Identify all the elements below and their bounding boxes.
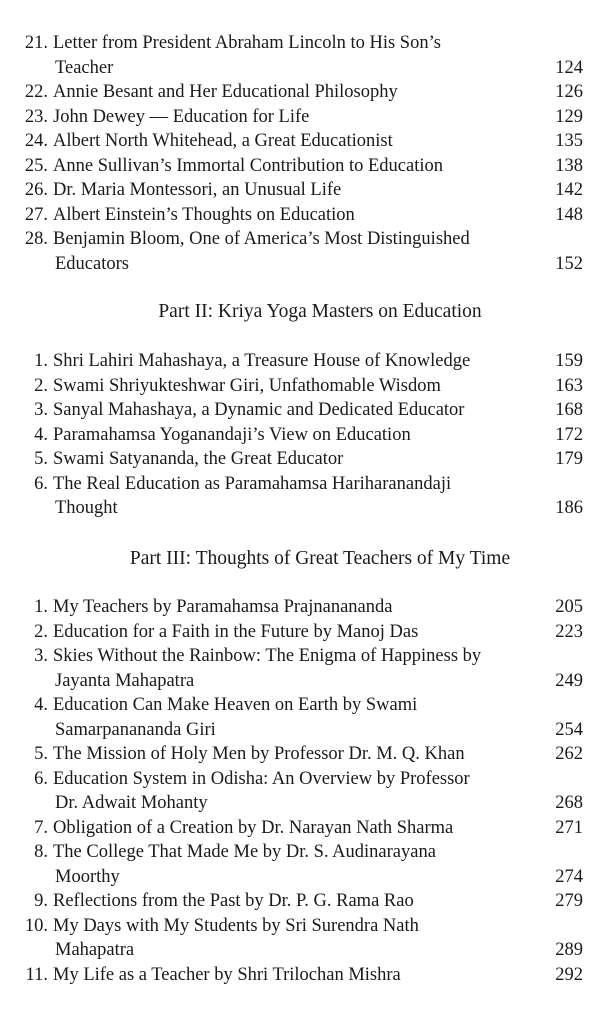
- entry-number: 6.: [34, 768, 48, 789]
- entry-number: 5.: [34, 744, 48, 764]
- toc-entry: [0, 620, 600, 645]
- toc-entry: [0, 129, 600, 154]
- entry-page-number: 152: [555, 253, 583, 274]
- entry-page-number: 271: [555, 817, 583, 838]
- entry-page-number: 126: [555, 82, 583, 102]
- toc-entry: [0, 398, 600, 423]
- entry-title: My Life as a Teacher by Shri Trilochan Mishra: [53, 964, 401, 985]
- entry-page-number: 268: [555, 793, 583, 813]
- entry-number: 27.: [24, 204, 48, 225]
- entry-page-number: 142: [555, 180, 583, 200]
- toc-entry: [0, 31, 600, 80]
- entry-title: Thought: [55, 498, 118, 518]
- entry-page-number: 249: [555, 670, 583, 691]
- entry-title: Skies Without the Rainbow: The Enigma of Happiness by: [53, 646, 482, 666]
- toc-entry: [0, 80, 600, 105]
- toc-entry: [0, 840, 600, 889]
- entry-title: Dr. Adwait Mohanty: [55, 793, 208, 813]
- entry-title: Obligation of a Creation by Dr. Narayan Nath Sharma: [53, 817, 454, 838]
- entry-title: The Mission of Holy Men by Professor Dr. M. Q. Khan: [53, 744, 465, 764]
- toc-entry: [0, 178, 600, 203]
- entry-title: Samarpanananda Giri: [55, 719, 216, 740]
- entry-page-number: 223: [555, 621, 583, 642]
- entry-number: 28.: [24, 229, 48, 249]
- entry-title: Sanyal Mahashaya, a Dynamic and Dedicated Educator: [53, 400, 465, 420]
- entry-number: 11.: [25, 964, 48, 985]
- entry-page-number: 279: [555, 891, 583, 911]
- entry-number: 3.: [34, 400, 48, 420]
- toc-entry: [0, 154, 600, 179]
- entry-page-number: 148: [555, 204, 583, 225]
- toc-entry: [0, 914, 600, 963]
- entry-title: Swami Satyananda, the Great Educator: [53, 449, 344, 469]
- entry-number: 22.: [24, 82, 48, 102]
- entry-page-number: 129: [555, 106, 583, 127]
- entry-page-number: 163: [555, 375, 583, 396]
- entry-title: Benjamin Bloom, One of America’s Most Distinguished: [53, 229, 470, 249]
- part2-heading: Part II: Kriya Yoga Masters on Education: [158, 301, 482, 322]
- entry-page-number: 274: [555, 866, 583, 887]
- entry-page-number: 172: [555, 424, 583, 445]
- entry-title: Educators: [55, 253, 129, 274]
- toc-entry: [0, 374, 600, 399]
- entry-title: Shri Lahiri Mahashaya, a Treasure House of Knowledge: [53, 351, 471, 371]
- entry-title: Moorthy: [55, 866, 120, 887]
- entry-title: My Days with My Students by Sri Surendra Nath: [53, 915, 419, 936]
- entry-number: 26.: [24, 180, 48, 200]
- entry-number: 4.: [34, 424, 48, 445]
- entry-page-number: 124: [555, 57, 583, 78]
- entry-title: Education System in Odisha: An Overview by Professor: [53, 768, 470, 789]
- entry-page-number: 186: [555, 498, 583, 518]
- entry-number: 10.: [24, 915, 48, 936]
- toc-entry: [0, 767, 600, 816]
- entry-title: Teacher: [55, 57, 114, 78]
- entry-page-number: 138: [555, 155, 583, 176]
- toc-entry: [0, 816, 600, 841]
- toc-entry: [0, 595, 600, 620]
- part3-heading: Part III: Thoughts of Great Teachers of My Time: [129, 548, 511, 569]
- entry-number: 2.: [34, 621, 48, 642]
- entry-title: Letter from President Abraham Lincoln to His Son’s: [53, 33, 441, 53]
- entry-page-number: 292: [555, 964, 583, 985]
- entry-number: 3.: [34, 646, 48, 666]
- entry-title: Swami Shriyukteshwar Giri, Unfathomable Wisdom: [53, 375, 441, 396]
- entry-title: Annie Besant and Her Educational Philosophy: [53, 82, 398, 102]
- entry-page-number: 289: [555, 940, 583, 960]
- toc-entry: [0, 472, 600, 521]
- entry-number: 21.: [24, 33, 48, 53]
- entry-title: Education for a Faith in the Future by Manoj Das: [53, 621, 419, 642]
- toc-entry: [0, 963, 600, 988]
- entry-page-number: 135: [555, 131, 583, 151]
- entry-title: Jayanta Mahapatra: [55, 670, 195, 691]
- entry-number: 23.: [24, 106, 48, 127]
- entry-number: 7.: [34, 817, 48, 838]
- entry-title: Reflections from the Past by Dr. P. G. Rama Rao: [53, 891, 414, 911]
- entry-number: 8.: [34, 842, 48, 862]
- toc-entry: [0, 644, 600, 693]
- toc-entry: [0, 447, 600, 472]
- entry-page-number: 179: [555, 449, 583, 469]
- entry-number: 4.: [34, 695, 48, 715]
- entry-page-number: 205: [555, 597, 583, 617]
- entry-title: Mahapatra: [55, 940, 135, 960]
- entry-number: 24.: [24, 131, 48, 151]
- entry-page-number: 168: [555, 400, 583, 420]
- entry-title: The Real Education as Paramahamsa Hariharanandaji: [53, 473, 452, 494]
- entry-title: Albert Einstein’s Thoughts on Education: [53, 204, 355, 225]
- entry-page-number: 159: [555, 351, 583, 371]
- entry-title: The College That Made Me by Dr. S. Audinarayana: [53, 842, 436, 862]
- toc-entry: [0, 349, 600, 374]
- entry-page-number: 262: [555, 744, 583, 764]
- toc-entry: [0, 889, 600, 914]
- entry-title: John Dewey — Education for Life: [53, 106, 310, 127]
- entry-number: 6.: [34, 473, 48, 494]
- entry-title: Paramahamsa Yoganandaji’s View on Education: [53, 424, 411, 445]
- entry-number: 25.: [24, 155, 48, 176]
- toc-entry: [0, 742, 600, 767]
- entry-number: 1.: [34, 351, 48, 371]
- toc-entry: [0, 693, 600, 742]
- entry-title: Education Can Make Heaven on Earth by Swami: [53, 695, 418, 715]
- entry-title: Anne Sullivan’s Immortal Contribution to Education: [53, 155, 443, 176]
- toc-entry: [0, 203, 600, 228]
- entry-number: 2.: [34, 375, 48, 396]
- toc-entry: [0, 227, 600, 276]
- entry-number: 1.: [34, 597, 48, 617]
- entry-number: 9.: [34, 891, 48, 911]
- toc-entry: [0, 423, 600, 448]
- entry-title: Albert North Whitehead, a Great Educationist: [53, 131, 393, 151]
- entry-page-number: 254: [555, 719, 583, 740]
- entry-title: Dr. Maria Montessori, an Unusual Life: [53, 180, 342, 200]
- entry-number: 5.: [34, 449, 48, 469]
- toc-entry: [0, 105, 600, 130]
- entry-title: My Teachers by Paramahamsa Prajnanananda: [53, 597, 393, 617]
